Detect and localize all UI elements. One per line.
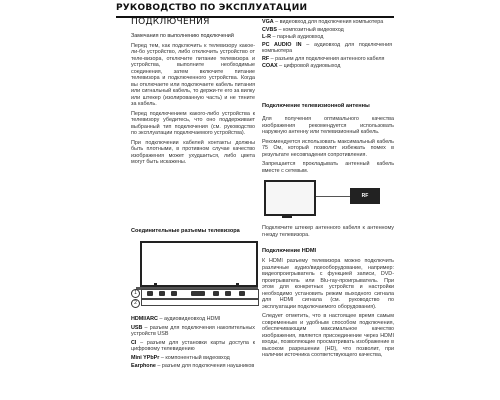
- hdmi-text: [262, 258, 394, 362]
- connector-item: Mini YPbPr – компонентный видеовход: [131, 354, 230, 361]
- left-text-column: [131, 33, 255, 169]
- section-title: ПОДКЛЮЧЕНИЯ: [131, 17, 210, 27]
- connector-item: USB – разъем для подключения накопительных устройств USB: [131, 324, 255, 337]
- notes-heading: Замечания по выполнению подключений: [131, 33, 234, 39]
- antenna-plug-text: [262, 225, 394, 241]
- antenna-text: [262, 116, 394, 177]
- connector-item: L-R – парный аудиовход: [262, 34, 324, 40]
- port-strip: [141, 289, 257, 305]
- port-icon: [147, 291, 153, 296]
- port-strip-bottom: [141, 299, 259, 306]
- antenna-heading: Подключение телевизионной антенны: [262, 103, 370, 109]
- connector-item: PC AUDIO IN – аудиовход для подключения компьютера: [262, 41, 393, 54]
- left-connector-list: [131, 316, 255, 372]
- antenna-paragraph: Для получения оптимального качества изображения рекомендуется использовать наружную антенну или телевизионный кабель.: [262, 116, 394, 135]
- hdmi-paragraph: Следует отметить, что в настоящее время самым современным и удобным способом подключения, обеспечивающим максимальное качество изображения, является присоединение через HDMI входы, позволяющие просматривать изображение в высоком разрешении (HD), что позволит, при наличии источника соответствующего качества,: [262, 313, 394, 358]
- antenna-paragraph: Подключите штекер антенного кабеля к антенному гнезду телевизора.: [262, 225, 394, 238]
- connector-item: CI – разъем для установки карты доступа к цифровому телевидению: [131, 339, 255, 352]
- paragraph-compatibility: Перед подключением какого-либо устройства к телевизору убедитесь, что оно поддерживает выбранный тип подключения (см. руководство по эксплуатации подключаемого устройства).: [131, 110, 255, 136]
- port-icon: [159, 291, 165, 296]
- tv-stand-icon: [282, 215, 292, 218]
- connectors-heading: Соединительные разъемы телевизора: [131, 228, 240, 234]
- connector-item: RF – разъем для подключения антенного кабеля: [262, 55, 385, 62]
- connector-item: COAX – цифровой аудиовыход: [262, 63, 341, 69]
- connector-item: CVBS – композитный видеовход: [262, 26, 344, 33]
- page-header: РУКОВОДСТВО ПО ЭКСПЛУАТАЦИИ: [116, 3, 308, 13]
- antenna-paragraph: Рекомендуется использовать максимальный кабель 75 Ом, который позволит избежать помех в результате несовпадения сопротивления.: [262, 138, 394, 158]
- port-icon: [225, 291, 231, 296]
- tv-icon: [264, 180, 316, 216]
- antenna-paragraph: Запрещается прокладывать антенный кабель вместе с сетевым.: [262, 161, 394, 174]
- paragraph-contacts: При подключении кабелей контакты должны быть плотными, в противном случае качество изображения может ухудшиться, либо цвета могут быть искажены.: [131, 139, 255, 165]
- antenna-diagram: [262, 178, 396, 222]
- callout-1: 1: [131, 289, 140, 298]
- callout-2: 2: [131, 299, 140, 308]
- port-icon: [171, 291, 177, 296]
- hdmi-paragraph: К HDMI разъему телевизора можно подключить различные аудио/видеооборудование, например: видеопроигрыватель с функцией записи, DVD-проигрыватель или Blu-ray-проигрыватель. При этом для конкретных устройств и настройки необходимо установить режим выходного сигнала для HDMI сигнала (см. руководство по эксплуатации подключаемого оборудования).: [262, 258, 394, 310]
- paragraph-power: Перед тем, как подключить к телевизору какое-ли-бо устройство, либо отключить устройство от теле-визора, отключите питание телевизора и устройства, выполните необходимые соединения, затем включите питание телевизора и подключенного устройства. Когда вы отключаете или подключаете кабель питания или сигнальный кабель, то держи-те его за вилку или штекер (изолированную часть) и не тяните за кабель.: [131, 42, 255, 107]
- port-icon: [191, 291, 205, 296]
- connector-item: Earphone – разъем для подключения наушников: [131, 363, 255, 369]
- right-connector-list: [262, 19, 392, 71]
- hdmi-heading: Подключение HDMI: [262, 248, 317, 254]
- antenna-cable: [316, 196, 350, 197]
- rf-connector-label: RF: [350, 188, 380, 204]
- tv-screen: [140, 241, 258, 287]
- port-icon: [239, 291, 245, 296]
- connector-item: VGA – видеовход для подключения компьютера: [262, 19, 384, 25]
- port-icon: [213, 291, 219, 296]
- connector-item: HDMI/ARC – аудиовидеовход HDMI: [131, 316, 221, 322]
